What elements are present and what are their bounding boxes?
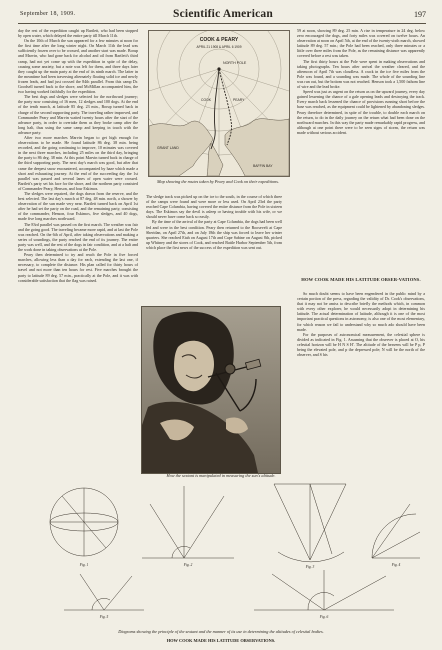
publication-title: Scientific American (173, 8, 273, 20)
right-column (297, 28, 425, 273)
left-column (18, 28, 138, 464)
north-pole-label: NORTH POLE (223, 61, 247, 65)
paragraph: After two more marches Marvin began to get high enough for observations to be made. He found latitude 86 deg. 38 min. being recorded, and the going continuing to improve, 10 minutes was covered in the next three marches, including 25 miles on the third day, bringing the party to 86 deg. 38 min. At this point Marvin turned back in charge of the third supporting party. The next day's march was good, but after that came the deepest snow encountered, accompanied by haze which made a short and exhausting journey. At the end of the succeeding day the 1st parallel was passed and several lanes of open water were crossed. Bartlett's party set his face for the shore, and the northern party consisted of Commander Peary, Henson, and four Eskimos. (18, 134, 138, 191)
sextant-diagrams (24, 474, 422, 629)
paragraph: 59 at noon, showing 89 deg. 25 min. A rise in temperature in 24 deg. below zero encouraged the dogs, and forty miles was covered on twelve hours. An observation at noon on April 5th, at the end of the twenty-sixth march, showed latitude 89 deg. 57 min.; the Pole had been reached, only three minutes or a little over three miles from the Pole, as the remaining distance was apparently covered before a rest was taken. (297, 28, 425, 59)
map-date-label: APRIL 21 1908 & APRIL 6 1909 (196, 45, 242, 49)
cook-route-label: COOK (201, 98, 211, 102)
section-subhead: HOW COOK MADE HIS LATITUDE OBSER-VATIONS. (301, 277, 421, 282)
issue-date: September 18, 1909. (20, 11, 76, 17)
peary-route-label: PEARY (233, 98, 245, 102)
diagram-caption: Diagrams showing the principle of the sextant and the manner of its use in determining the altitudes of celestial bodies. (118, 629, 324, 634)
diagram-drawing (24, 474, 422, 622)
fig-label: Fig. 3 (305, 565, 315, 569)
map-title: COOK & PEARY (199, 37, 239, 43)
paragraph: Peary then determined to try and reach the Pole in five forced marches, allowing less than a day for each, extending the last one, if necessary, to complete the distance. His plan called for thirty hours of travel and not more than ten hours for rest. Five marches brought the party to latitude 89 deg. 57 min., practically at the Pole, and it was with considerable satisfaction that the flag was raised. (18, 252, 138, 283)
paragraph: day the rest of the expedition caught up Bartlett, who had been stopped by open water, which delayed the entire party till March 11th. (18, 28, 138, 39)
baffin-bay-label: BAFFIN BAY (253, 164, 273, 168)
middle-column (146, 194, 282, 302)
page-header (20, 8, 426, 24)
paragraph: On the 10th of March the sun appeared for a few minutes at noon for the first time after the long winter night. On March 11th the lead was sufficiently frozen over to be crossed, and another start was made. Borup and Marvin, who had gone back for alcohol and oil from Bartlett's third camp, had not yet come up with the expedition in spite of the delay, causing some anxiety, but a note was left for them, and three days later they caught up the main party at the end of its ninth march. The latter in the meantime had been traversing alternately floating solid ice and newly frozen leads, and had just crossed the 84th parallel. From this camp Dr. Goodsell turned back to the shore, and McMillan accompanied him, the two having worked faithfully for the expedition. (18, 38, 138, 95)
fig-label: Fig. 2 (183, 563, 193, 567)
right-subhead-box (297, 275, 425, 289)
photo-drawing (142, 307, 280, 473)
fig-label: Fig. 5 (99, 615, 109, 619)
fig-label: Fig. 1 (79, 563, 89, 567)
paragraph: The 83rd parallel was passed on the first march. The weather was fair and the going good. The traveling became more rapid, and at last the Pole was reached. On the 6th of April, after taking observations and making a series of soundings, the party reached the end of its journey. The entire party was well, and the rest of the dogs in fair condition, and at a halt and the work done in taking observations at the Pole. (18, 221, 138, 253)
paragraph: The sledge track was picked up on the ice to the south, in the course of which three of the camps were found and were more or less used. On April 23rd the party reached Cape Columbia, having covered the entire distance from the Pole in sixteen days. The Eskimos say the devil is asleep or having trouble with his wife, or we should never have come back so easily. (146, 194, 282, 220)
map-caption: Map showing the routes taken by Peary and Cook on their expeditions. (156, 179, 280, 184)
paragraph: The first thirty hours at the Pole were spent in making observations and taking photographs. Ten hours after arrival the weather cleared, and the afternoon of April 7th was cloudless. A crack in the ice five miles from the Pole was found, and a sounding was made. The whole of the sounding line was run out, but the bottom was not reached. Henson took a 1,500 fathom line of wire and the lead broke. (297, 58, 425, 90)
header-rule (18, 23, 426, 24)
fig-label: Fig. 6 (319, 615, 329, 619)
right-column-lower (297, 291, 425, 471)
paragraph: So much doubt seems to have been engendered in the public mind by a certain portion of the press, regarding the validity of Dr. Cook's observations, that it may not be amiss to describe briefly the methods which, in common with every other explorer, he would necessarily adopt in determining his latitude. The actual determination of latitude, although it is one of the most important practical questions in astronomy, is also one of the most elementary, for which reason we fail to understand why so much ado should have been made. (297, 291, 425, 332)
photo-caption: How the sextant is manipulated in measuring the sun's altitude. (166, 473, 276, 478)
paragraph: Speed was just as urgent on the return as on the upward journey, every day gained lessening the chance of a gale opening leads and destroying the track. Every march back lessened the chance of provisions running short before the base was reached, as the equipment could be lightened by abandoning sledges. Peary therefore determined, in spite of the trouble, to double each march on the return, to do in the daily journey on the return what had been done on the northward marches. In this way the party made remarkably rapid progress, and although at one point there were to be seen signs of storm, the return was made without serious accident. (297, 89, 425, 135)
paragraph: For the purposes of astronomical measurement, the celestial sphere is divided as indicated in Fig. 1. Assuming that the observer is placed at O, his celestial horizon will be H N S H'. The altitude of the heavens will be P p, P being the elevated pole, and p the depressed pole; N will be the north of the observer, and S his (297, 331, 425, 358)
expedition-map (148, 30, 290, 177)
diagram-subcaption: HOW COOK MADE HIS LATITUDE OBSERVATIONS. (166, 638, 276, 643)
sextant-photo (141, 306, 281, 474)
page-number: 197 (414, 10, 426, 19)
paragraph: The best dogs and sledges were selected for the northward journey; the party now consisting of 16 men, 12 sledges and 100 dogs. At the end of the tenth march, at latitude 85 deg. 23 min., Borup turned back in charge of the second supporting party. The traveling rather improved, and Commander Peary and Marvin waited twenty hours after the start of the advance party, in order to overtake them as they broke camp after the long halt, thus using the same camp and keeping in touch with the advance party. (18, 94, 138, 135)
paragraph: The sledges were repaired, the dogs drawn from the reserve, and the best selected. The last day's march at 87 deg. 48 min. north, a shower by observation of the sun made very near. Bartlett turned back on April 1st after he had set the party on the road, and the remaining party, consisting of the commander, Henson, four Eskimos, five sledges, and 40 dogs, made five long marches northward. (18, 191, 138, 222)
paragraph: By the time of the arrival of the party at Cape Columbia, the dogs had been well fed and were in the best condition. Peary then returned to the Roosevelt at Cape Sheridan, on April 27th, and on July 18th the ship was forced to leave her winter quarters. She reached Etah on August 17th and Cape Sabine on August 8th, picked up Whitney and the stores of Cook, and reached Battle Harbor September 5th, from which place the first news of the success of the expedition was sent out. (146, 219, 282, 250)
grant-land-label: GRANT LAND (157, 146, 179, 150)
map-drawing (149, 31, 289, 176)
fig-label: Fig. 4 (391, 563, 401, 567)
